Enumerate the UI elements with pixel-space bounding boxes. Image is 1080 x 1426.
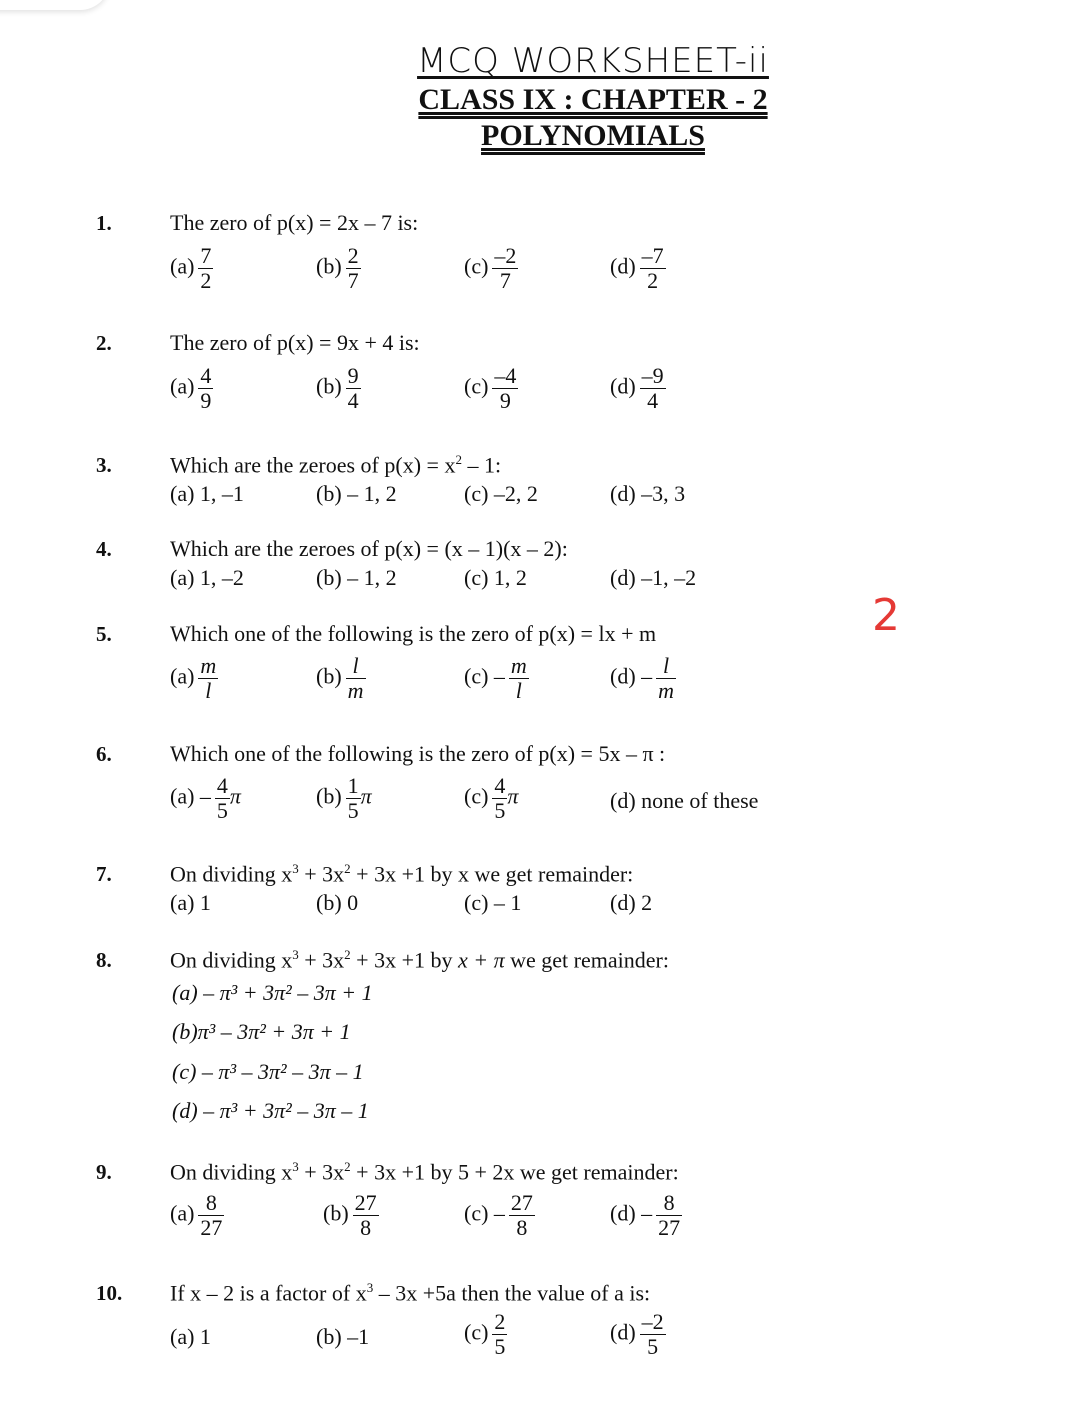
option-c: (c) $\frac{2}{5}$	[464, 1309, 506, 1359]
option-b: (b) –1	[316, 1324, 370, 1349]
option-c: (c) $\frac{-2}{7}$	[464, 243, 517, 293]
option-a: (a) 1	[170, 890, 211, 915]
page-number-mark: 2	[872, 590, 900, 641]
option-b: (b) $\frac{l}{m}$	[316, 653, 364, 703]
option-c: (c) – $\frac{m}{l}$	[464, 653, 527, 703]
question-number: 5.	[96, 622, 112, 646]
option-a: (a) – π³ + 3π² – 3π + 1	[172, 980, 373, 1005]
option-d: (d) – $\frac{8}{27}$	[610, 1190, 681, 1240]
option-a: (a) $\frac{4}{9}$	[170, 363, 212, 413]
option-c: (c) – $\frac{27}{8}$	[464, 1190, 533, 1240]
question-number: 2.	[96, 331, 112, 355]
option-a: (a) $\frac{m}{l}$	[170, 653, 217, 703]
question-text: On dividing $x^3 + 3x^2 + 3x +1$ by 5 + 2x we get remainder:	[170, 1159, 679, 1185]
question-number: 9.	[96, 1160, 112, 1184]
option-a: (a) – $\frac{4}{5}$ π	[170, 773, 241, 823]
option-a: (a) 1, –2	[170, 565, 244, 590]
option-c: (c) – π³ – 3π² – 3π – 1	[172, 1059, 364, 1084]
option-d: (d) 2	[610, 890, 653, 915]
option-a: (a) 1	[170, 1324, 211, 1349]
option-a: (a) $\frac{8}{27}$	[170, 1190, 223, 1240]
option-b: (b) 0	[316, 890, 359, 915]
option-a: (a) 1, –1	[170, 481, 244, 506]
option-c: (c) –2, 2	[464, 481, 538, 506]
page-corner-shadow	[0, 0, 110, 10]
option-b: (b) $\frac{9}{4}$	[316, 363, 359, 413]
option-b: (b) – 1, 2	[316, 565, 397, 590]
option-b: (b) $\frac{1}{5}$ π	[316, 773, 372, 823]
option-c: (c) – 1	[464, 890, 522, 915]
class-chapter-line: CLASS IX : CHAPTER - 2	[418, 83, 768, 116]
question-number: 6.	[96, 742, 112, 766]
option-c: (c) $\frac{-4}{9}$	[464, 363, 517, 413]
question-text: Which are the zeroes of p(x) = (x – 1)(x – 2):	[170, 536, 568, 561]
question-number: 1.	[96, 211, 112, 235]
question-text: Which are the zeroes of $p(x) = x^2 - 1$:	[170, 452, 502, 478]
option-b: (b) $\frac{27}{8}$	[323, 1190, 377, 1240]
option-b: (b) – 1, 2	[316, 481, 397, 506]
worksheet-title: MCQ WORKSHEET-ii	[417, 41, 769, 81]
question-number: 10.	[96, 1281, 123, 1305]
option-d: (d) –3, 3	[610, 481, 686, 506]
question-number: 4.	[96, 537, 112, 561]
question-text: The zero of p(x) = 2x – 7 is:	[170, 210, 419, 235]
question-number: 7.	[96, 862, 112, 886]
worksheet-header	[0, 40, 1080, 154]
option-c: (c) $\frac{4}{5}$ π	[464, 773, 519, 823]
question-text: Which one of the following is the zero of p(x) = lx + m	[170, 621, 657, 646]
option-d: (d) $\frac{-7}{2}$	[610, 243, 664, 293]
option-d: (d) none of these	[610, 788, 759, 813]
option-b: (b)π³ – 3π² + 3π + 1	[172, 1019, 351, 1044]
question-number: 3.	[96, 453, 112, 477]
option-c: (c) 1, 2	[464, 565, 527, 590]
option-d: (d) –1, –2	[610, 565, 697, 590]
question-text: The zero of p(x) = 9x + 4 is:	[170, 330, 420, 355]
question-text: On dividing $x^3 + 3x^2 + 3x +1$ by x + π we get remainder:	[170, 947, 669, 973]
question-number: 8.	[96, 948, 112, 972]
option-a: (a) $\frac{7}{2}$	[170, 243, 212, 293]
question-text: If x – 2 is a factor of $x^3 - 3x +5a$ then the value of a is:	[170, 1280, 651, 1306]
option-d: (d) $\frac{-9}{4}$	[610, 363, 664, 413]
question-text: Which one of the following is the zero of p(x) = 5x – π :	[170, 741, 666, 766]
option-d: (d) – $\frac{l}{m}$	[610, 653, 675, 703]
subject-heading: POLYNOMIALS	[481, 119, 705, 152]
option-d: (d) $\frac{-2}{5}$	[610, 1309, 664, 1359]
option-b: (b) $\frac{2}{7}$	[316, 243, 359, 293]
option-d: (d) – π³ + 3π² – 3π – 1	[172, 1098, 369, 1123]
question-text: On dividing $x^3 + 3x^2 + 3x +1$ by x we get remainder:	[170, 861, 634, 887]
